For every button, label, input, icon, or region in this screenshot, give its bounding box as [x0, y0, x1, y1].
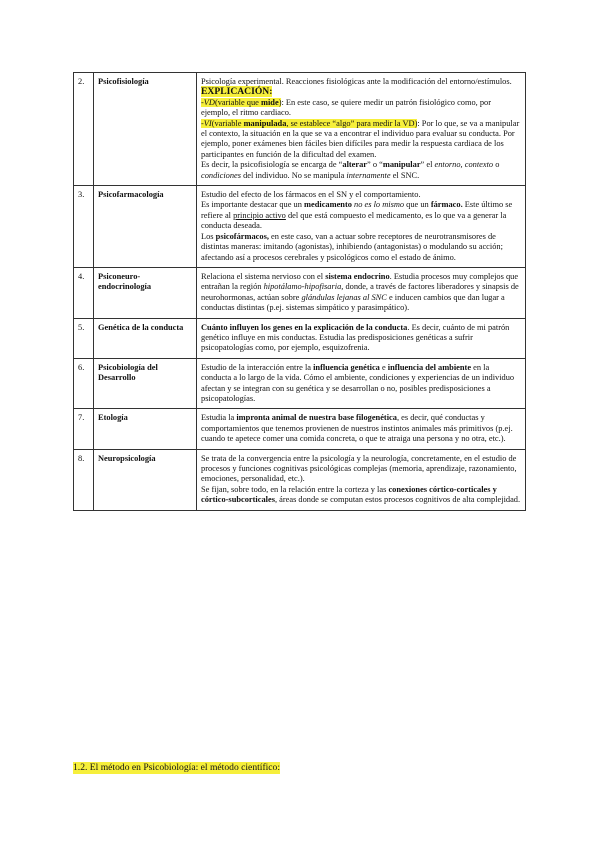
- table-row: [74, 449, 526, 510]
- discipline-name: Psicofisiología: [94, 73, 197, 186]
- explanation-heading: EXPLICACIÓN:: [201, 86, 273, 98]
- row-number: 5.: [74, 318, 94, 358]
- discipline-description: [197, 73, 526, 186]
- discipline-name: Genética de la conducta: [94, 318, 197, 358]
- discipline-name: Neuropsicología: [94, 449, 197, 510]
- table-row: [74, 186, 526, 268]
- discipline-description: [197, 318, 526, 358]
- paragraph: Estudio de la interacción entre la influencia genética e influencia del ambiente en la conducta a lo largo de la vida. Cómo el ambiente, condiciones y experiencias de un individuo afectan y se integran con su genética y se desarrollan o no, posibles predisposiciones a psicopatologías.: [201, 362, 515, 403]
- paragraph: Se fijan, sobre todo, en la relación entre la corteza y las conexiones córtico-corticales y córtico-subcorticales, áreas donde se computan estos procesos cognitivos de alta complejidad.: [201, 484, 521, 505]
- paragraph: Es importante destacar que un medicamento no es lo mismo que un fármaco. Este último se refiere al principio activo del que está compuesto el medicamento, es lo que va a generar la conducta deseada.: [201, 200, 513, 231]
- section-heading: 1.2. El método en Psicobiología: el método científico:: [73, 762, 281, 773]
- row-number: 6.: [74, 358, 94, 409]
- discipline-description: [197, 358, 526, 409]
- discipline-name: Psicofarmacología: [94, 186, 197, 268]
- table-row: [74, 73, 526, 186]
- discipline-name: Psiconeuro-endocrinología: [94, 267, 197, 318]
- discipline-description: [197, 449, 526, 510]
- paragraph: Cuánto influyen los genes en la explicación de la conducta. Es decir, cuánto de mi patrón genético influye en mis conductas. Estudia las predisposiciones genéticas a sufrir psicopatologías como, por ejemplo, esquizofrenia.: [201, 322, 510, 353]
- discipline-description: [197, 267, 526, 318]
- row-number: 2.: [74, 73, 94, 186]
- paragraph: Se trata de la convergencia entre la psicología y la neurología, concretamente, en el estudio de procesos y funciones cognitivas psicológicas complejas (memoria, aprendizaje, razonamiento, emociones, personalidad, etc.).: [201, 453, 517, 484]
- paragraph: Estudio del efecto de los fármacos en el SN y el comportamiento.: [201, 190, 421, 200]
- row-number: 4.: [74, 267, 94, 318]
- row-number: 8.: [74, 449, 94, 510]
- table-row: [74, 358, 526, 409]
- paragraph-vi: -VI(variable manipulada, se establece “algo” para medir la VD): Por lo que, se va a manipular el contexto, la situación en la que se va a encontrar el individuo para evaluar su conducta. Por ejemplo, poner exámenes bien fáciles bien difíciles para medir la respuesta cardiaca de los participantes en función de la dificultad del examen.: [201, 118, 520, 159]
- row-number: 7.: [74, 409, 94, 449]
- paragraph: Estudia la impronta animal de nuestra base filogenética, es decir, qué conductas y comportamientos que tenemos provienen de nuestros instintos animales más primitivos (p.ej. cuando te apetece comer una comida concreta, o que te atraiga una persona y no otra, etc.).: [201, 413, 513, 444]
- row-number: 3.: [74, 186, 94, 268]
- paragraph: Los psicofármacos, en este caso, van a actuar sobre receptores de neurotransmisores de distintas maneras: imitando (agonistas), inhibiendo (antagonistas) o modulando su acción; afectando así a procesos cerebrales y psicológicos como el estado de ánimo.: [201, 231, 503, 262]
- table-row: [74, 318, 526, 358]
- discipline-name: Etología: [94, 409, 197, 449]
- discipline-name: Psicobiología del Desarrollo: [94, 358, 197, 409]
- paragraph: Relaciona el sistema nervioso con el sistema endocrino. Estudia procesos muy complejos que entrañan la región hipotálamo-hipofisaria, donde, a través de factores liberadores y sinapsis de neurohormonas, actúan sobre glándulas lejanas al SNC e inducen cambios que dan lugar a conductas distintas (p.ej. sistemas simpático y parasimpático).: [201, 271, 519, 313]
- paragraph-vd: -VD(variable que mide): En este caso, se quiere medir un patrón fisiológico como, por ejemplo, el ritmo cardiaco.: [201, 97, 492, 118]
- paragraph: Psicología experimental. Reacciones fisiológicas ante la modificación del entorno/estímulos.: [201, 77, 512, 86]
- discipline-description: [197, 409, 526, 449]
- discipline-description: [197, 186, 526, 268]
- table-row: [74, 409, 526, 449]
- disciplines-table: [73, 72, 526, 511]
- paragraph: Es decir, la psicofisiología se encarga de “alterar” o “manipular” el entorno, contexto o condiciones del individuo. No se manipula internamente el SNC.: [201, 160, 500, 180]
- table-row: [74, 267, 526, 318]
